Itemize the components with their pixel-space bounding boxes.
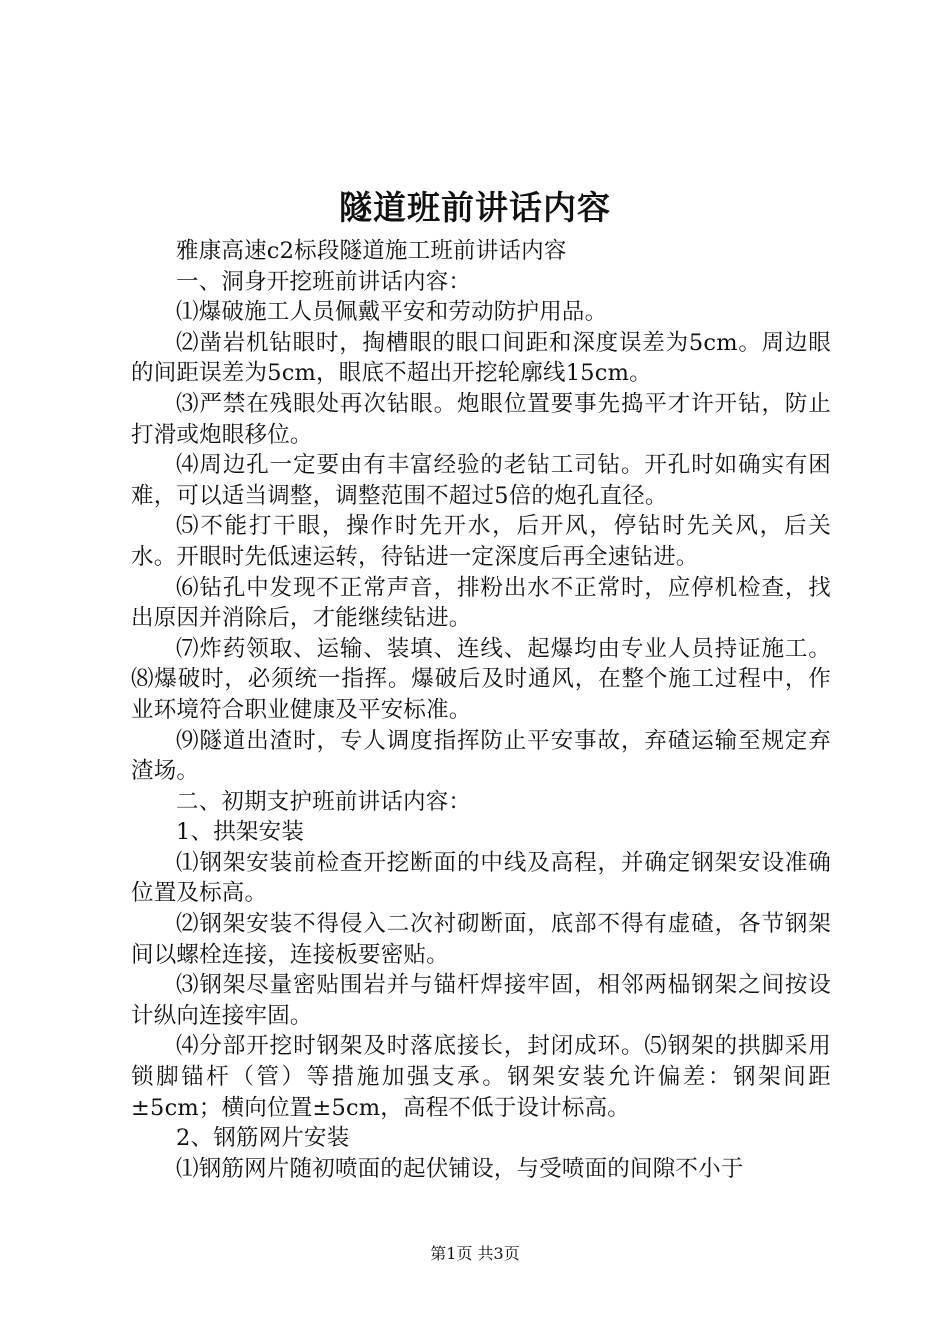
paragraph: ⑹钻孔中发现不正常声音，排粉出水不正常时，应停机检查，找出原因并消除后，才能继续钻进。 xyxy=(131,574,831,632)
subsection-heading-mesh: 2、钢筋网片安装 xyxy=(176,1125,350,1152)
section-heading-support: 二、初期支护班前讲话内容： xyxy=(176,788,472,815)
paragraph: ⑴钢架安装前检查开挖断面的中线及高程，并确定钢架安设准确位置及标高。 xyxy=(131,849,831,907)
paragraph: ⑴钢筋网片随初喷面的起伏铺设，与受喷面的间隙不小于 xyxy=(176,1155,744,1182)
paragraph: ⑵钢架安装不得侵入二次衬砌断面，底部不得有虚碴，各节钢架间以螺栓连接，连接板要密贴。 xyxy=(131,911,831,968)
document-title: 隧道班前讲话内容 xyxy=(339,188,611,227)
paragraph: ⑶钢架尽量密贴围岩并与锚杆焊接牢固，相邻两榀钢架之间按设计纵向连接牢固。 xyxy=(131,972,831,1029)
paragraph: ⑴爆破施工人员佩戴平安和劳动防护用品。 xyxy=(176,299,608,326)
subsection-heading-arch: 1、拱架安装 xyxy=(176,819,305,846)
paragraph: ⑷分部开挖时钢架及时落底接长，封闭成环。⑸钢架的拱脚采用锁脚锚杆（管）等措施加强支承。钢架安装允许偏差：钢架间距±5cm；横向位置±5cm，高程不低于设计标高。 xyxy=(131,1033,831,1121)
paragraph: ⑶严禁在残眼处再次钻眼。炮眼位置要事先捣平才许开钻，防止打滑或炮眼移位。 xyxy=(131,390,831,448)
section-heading-excavation: 一、洞身开挖班前讲话内容： xyxy=(176,268,472,295)
paragraph: ⑼隧道出渣时，专人调度指挥防止平安事故，弃碴运输至规定弃渣场。 xyxy=(131,727,831,785)
page-footer: 第1页 共3页 xyxy=(430,1244,520,1263)
paragraph: ⑵凿岩机钻眼时，掏槽眼的眼口间距和深度误差为5cm。周边眼的间距误差为5cm，眼底不超出开挖轮廓线15cm。 xyxy=(131,329,831,387)
paragraph: ⑸不能打干眼，操作时先开水，后开风，停钻时先关风，后关水。开眼时先低速运转，待钻进一定深度后再全速钻进。 xyxy=(131,513,831,570)
paragraph-intro: 雅康高速c2标段隧道施工班前讲话内容 xyxy=(176,238,567,264)
document-body xyxy=(131,236,831,1184)
paragraph: ⑷周边孔一定要由有丰富经验的老钻工司钻。开孔时如确实有困难，可以适当调整，调整范围不超过5倍的炮孔直径。 xyxy=(131,452,831,509)
paragraph: ⑺炸药领取、运输、装填、连线、起爆均由专业人员持证施工。⑻爆破时，必须统一指挥。爆破后及时通风，在整个施工过程中，作业环境符合职业健康及平安标准。 xyxy=(131,635,831,723)
